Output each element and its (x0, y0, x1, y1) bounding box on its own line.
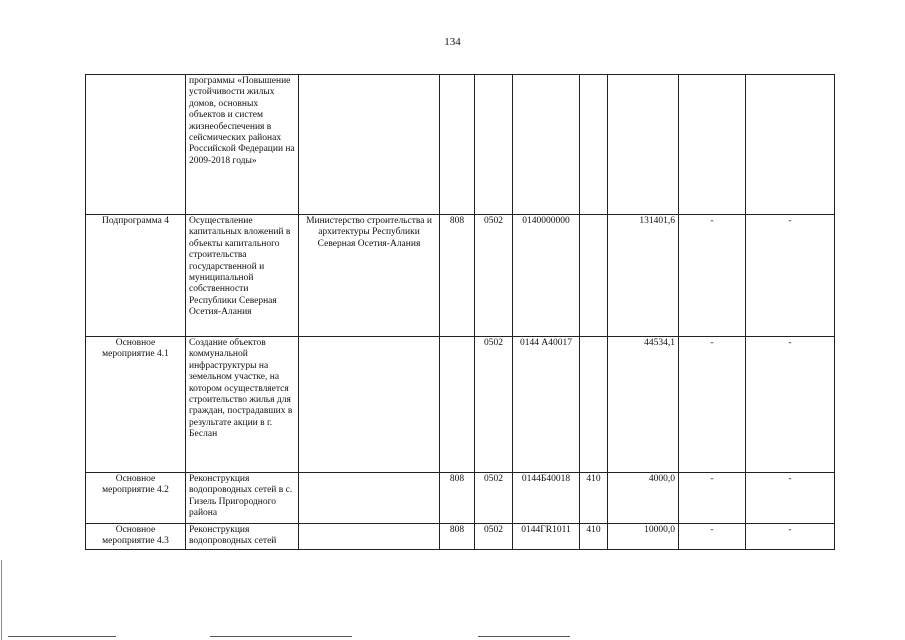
item-cell: Основное мероприятие 4.2 (86, 473, 186, 524)
value-cell-b: - (746, 337, 835, 473)
csr-cell: 0144Б40018 (513, 473, 580, 524)
vr-cell: 410 (580, 524, 608, 550)
table-row (86, 337, 835, 473)
rzpr-cell (475, 75, 513, 215)
name-cell: программы «Повышение устойчивости жилых домов, основных объектов и систем жизнеобеспечения в сейсмических районах Российской Федерации на 2009-2018 годы» (186, 75, 299, 215)
footer-rule (210, 636, 352, 637)
amount-cell: 4000,0 (608, 473, 679, 524)
rzpr-cell: 0502 (475, 337, 513, 473)
csr-cell: 0144ГR1011 (513, 524, 580, 550)
program-funding-table (85, 74, 835, 550)
item-cell (86, 75, 186, 215)
table-row (86, 524, 835, 550)
value-cell-a (679, 75, 746, 215)
value-cell-a: - (679, 337, 746, 473)
amount-cell (608, 75, 679, 215)
grbs-cell (440, 337, 475, 473)
vr-cell (580, 337, 608, 473)
item-cell: Основное мероприятие 4.1 (86, 337, 186, 473)
rzpr-cell: 0502 (475, 524, 513, 550)
value-cell-b (746, 75, 835, 215)
csr-cell: 0144 А40017 (513, 337, 580, 473)
csr-cell: 0140000000 (513, 215, 580, 337)
grbs-cell: 808 (440, 524, 475, 550)
name-cell: Реконструкция водопроводных сетей (186, 524, 299, 550)
scan-edge-line (1, 560, 2, 640)
item-cell: Подпрограмма 4 (86, 215, 186, 337)
vr-cell (580, 75, 608, 215)
item-cell: Основное мероприятие 4.3 (86, 524, 186, 550)
value-cell-b: - (746, 473, 835, 524)
page-number: 134 (444, 36, 461, 48)
name-cell: Создание объектов коммунальной инфраструктуры на земельном участке, на котором осуществляется строительство жилья для граждан, пострадавших в результате акции в г. Беслан (186, 337, 299, 473)
rzpr-cell: 0502 (475, 473, 513, 524)
name-cell: Реконструкция водопроводных сетей в с. Гизель Пригородного района (186, 473, 299, 524)
amount-cell: 131401,6 (608, 215, 679, 337)
vr-cell (580, 215, 608, 337)
amount-cell: 44534,1 (608, 337, 679, 473)
rzpr-cell: 0502 (475, 215, 513, 337)
footer-rule (478, 636, 570, 637)
executor-cell (299, 337, 440, 473)
grbs-cell: 808 (440, 473, 475, 524)
vr-cell: 410 (580, 473, 608, 524)
grbs-cell (440, 75, 475, 215)
amount-cell: 10000,0 (608, 524, 679, 550)
table-row (86, 473, 835, 524)
value-cell-b: - (746, 215, 835, 337)
executor-cell: Министерство строительства и архитектуры Республики Северная Осетия-Алания (299, 215, 440, 337)
value-cell-a: - (679, 524, 746, 550)
value-cell-a: - (679, 473, 746, 524)
executor-cell (299, 75, 440, 215)
footer-rule (8, 636, 116, 637)
executor-cell (299, 473, 440, 524)
table-row (86, 215, 835, 337)
value-cell-a: - (679, 215, 746, 337)
name-cell: Осуществление капитальных вложений в объекты капитального строительства государственной и муниципальной собственности Республики Северная Осетия-Алания (186, 215, 299, 337)
executor-cell (299, 524, 440, 550)
grbs-cell: 808 (440, 215, 475, 337)
value-cell-b: - (746, 524, 835, 550)
csr-cell (513, 75, 580, 215)
table-row (86, 75, 835, 215)
